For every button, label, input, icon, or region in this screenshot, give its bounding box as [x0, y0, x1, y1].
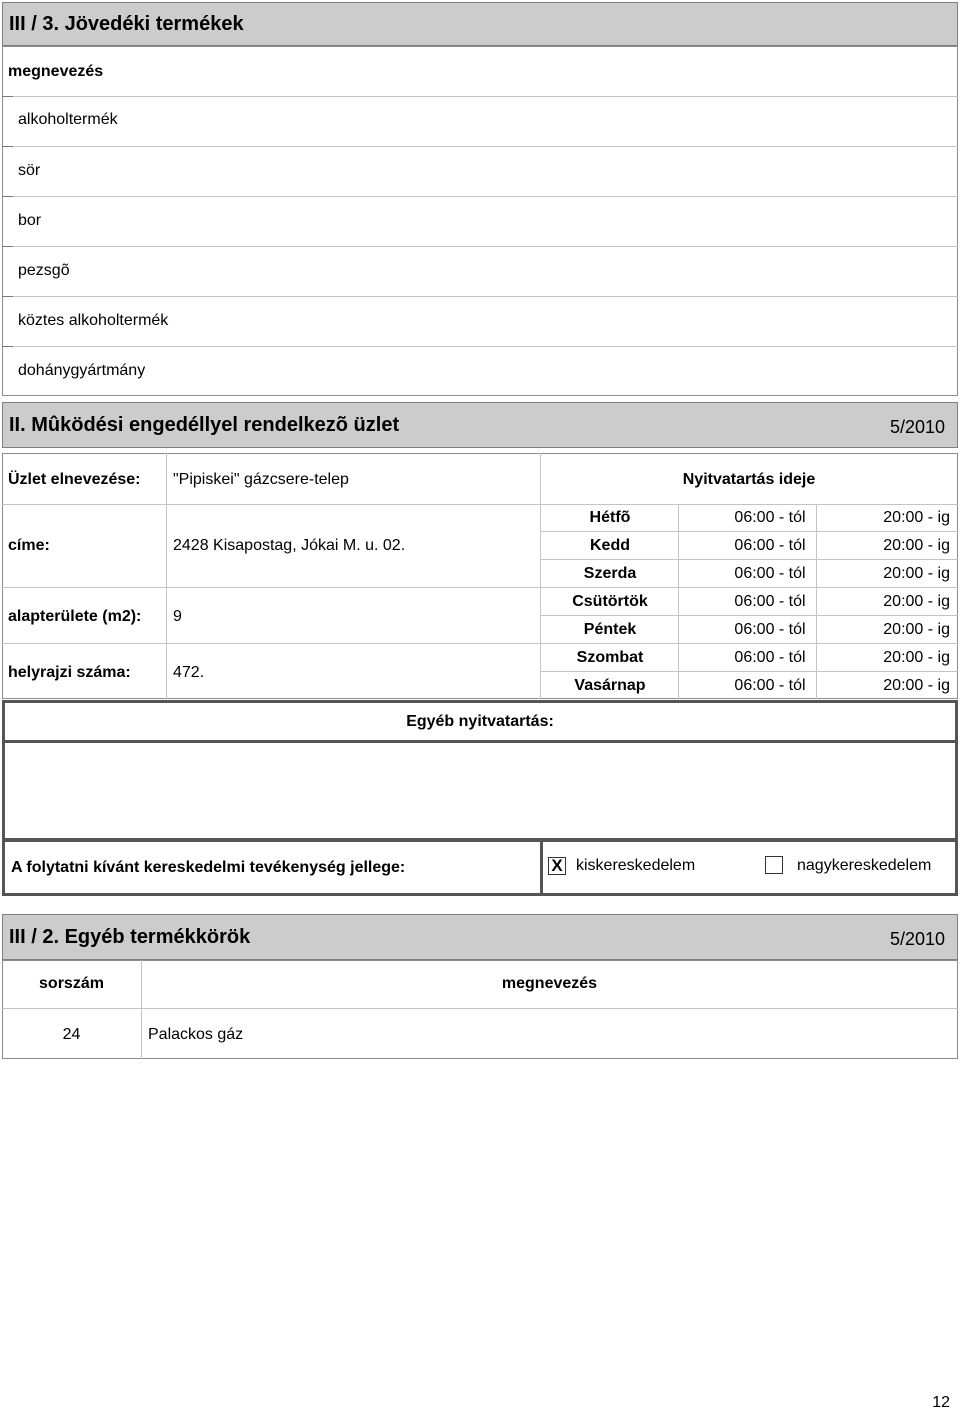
other-hours-box	[2, 700, 958, 841]
address-label: címe:	[8, 537, 50, 554]
retail-label: kiskereskedelem	[576, 857, 696, 874]
section3-header	[2, 914, 958, 960]
retail-checkbox[interactable]: X	[548, 857, 566, 875]
excise-item: bor	[18, 212, 42, 229]
hours-to: 20:00 - ig	[883, 537, 950, 554]
hours-to: 20:00 - ig	[883, 677, 950, 694]
parcel-value: 472.	[173, 664, 205, 681]
excise-item: köztes alkoholtermék	[18, 312, 169, 329]
area-value: 9	[173, 608, 182, 625]
day-name: Kedd	[590, 537, 630, 554]
excise-products-table	[2, 46, 958, 396]
excise-item: dohánygyártmány	[18, 362, 146, 379]
excise-item: alkoholtermék	[18, 111, 118, 128]
row-number: 24	[62, 1026, 81, 1043]
page-number: 12	[932, 1394, 950, 1409]
section2-title: II. Mûködési engedéllyel rendelkezõ üzlet	[9, 414, 400, 436]
hours-from: 06:00 - tól	[734, 621, 806, 638]
section2-header	[2, 402, 958, 448]
section3-title: III / 2. Egyéb termékkörök	[9, 926, 251, 948]
hours-from: 06:00 - tól	[734, 677, 806, 694]
excise-item: sör	[18, 162, 41, 179]
other-hours-label: Egyéb nyitvatartás:	[406, 713, 554, 730]
hours-to: 20:00 - ig	[883, 509, 950, 526]
day-name: Szerda	[583, 565, 637, 582]
other-hours-divider	[5, 740, 955, 743]
section2-number: 5/2010	[889, 417, 945, 437]
activity-label: A folytatni kívánt kereskedelmi tevékenység jellege:	[11, 859, 406, 876]
day-name: Csütörtök	[572, 593, 648, 610]
parcel-label: helyrajzi száma:	[8, 664, 131, 681]
hours-from: 06:00 - tól	[734, 537, 806, 554]
column-header-name: megnevezés	[501, 975, 598, 992]
wholesale-label: nagykereskedelem	[797, 857, 932, 874]
day-name: Szombat	[576, 649, 644, 666]
hours-from: 06:00 - tól	[734, 565, 806, 582]
hours-to: 20:00 - ig	[883, 593, 950, 610]
shop-name-label: Üzlet elnevezése:	[8, 471, 141, 488]
shop-name-value: "Pipiskei" gázcsere-telep	[173, 471, 349, 488]
address-value: 2428 Kisapostag, Jókai M. u. 02.	[173, 537, 406, 554]
hours-to: 20:00 - ig	[883, 649, 950, 666]
section1-header	[2, 2, 958, 46]
hours-to: 20:00 - ig	[883, 621, 950, 638]
hours-from: 06:00 - tól	[734, 649, 806, 666]
section1-title: III / 3. Jövedéki termékek	[9, 13, 244, 35]
row-name: Palackos gáz	[148, 1026, 244, 1043]
day-name: Péntek	[583, 621, 637, 638]
area-label: alapterülete (m2):	[8, 608, 142, 625]
wholesale-checkbox[interactable]	[765, 856, 783, 874]
excise-item: pezsgõ	[18, 262, 70, 279]
day-name: Hétfõ	[589, 509, 631, 526]
excise-column-header: megnevezés	[8, 63, 104, 80]
opening-hours-title: Nyitvatartás ideje	[682, 471, 816, 488]
activity-divider	[540, 842, 543, 893]
column-header-number: sorszám	[39, 975, 104, 992]
hours-from: 06:00 - tól	[734, 509, 806, 526]
hours-to: 20:00 - ig	[883, 565, 950, 582]
section3-number: 5/2010	[889, 929, 945, 949]
day-name: Vasárnap	[574, 677, 646, 694]
hours-from: 06:00 - tól	[734, 593, 806, 610]
